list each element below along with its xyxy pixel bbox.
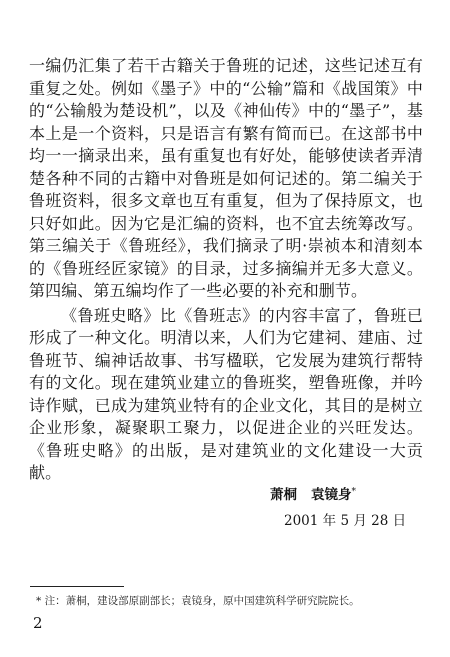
author-signatures xyxy=(270,483,356,503)
author-name-2: 袁镜身 xyxy=(311,487,352,503)
footnote-marker: * xyxy=(351,487,356,497)
paragraph-new: 《鲁班史略》比《鲁班志》的内容丰富了，鲁班已形成了一种文化。明清以来，人们为它建祠、建庙、过鲁班节、编神话故事、书写楹联，它发展为建筑行帮特有的文化。现在建筑业建立的鲁班奖，塑鲁班像，并吟诗作赋，已成为建筑业特有的企业文化，其目的是树立企业形象，凝聚职工聚力，以促进企业的兴旺发达。《鲁班史略》的出版，是对建筑业的文化建设一大贡献。 xyxy=(29,305,423,482)
footnote-divider xyxy=(30,586,124,587)
body-text xyxy=(29,55,423,485)
signature-date: 2001 年 5 月 28 日 xyxy=(284,513,407,529)
author-name-1: 萧桐 xyxy=(270,487,297,503)
page-number: 2 xyxy=(33,614,43,632)
paragraph-continued: 一编仍汇集了若干古籍关于鲁班的记述，这些记述互有重复之处。例如《墨子》中的“公输”篇和《战国策》中的“公输般为楚设机”，以及《神仙传》中的“墨子”，基本上是一个资料，只是语言有繁有简而已。在这部书中均一一摘录出来，虽有重复也有好处，能够使读者弄清楚各种不同的古籍中对鲁班是如何记述的。第二编关于鲁班资料，很多文章也互有重复，但为了保持原文，也只好如此。因为它是汇编的资料，也不宜去统筹改写。第三编关于《鲁班经》，我们摘录了明·崇祯本和清刻本的《鲁班经匠家镜》的目录，过多摘编并无多大意义。第四编、第五编均作了一些必要的补充和删节。 xyxy=(29,56,423,300)
footnote: * 注：萧桐，建设部原副部长；袁镜身，原中国建筑科学研究院院长。 xyxy=(36,595,360,607)
